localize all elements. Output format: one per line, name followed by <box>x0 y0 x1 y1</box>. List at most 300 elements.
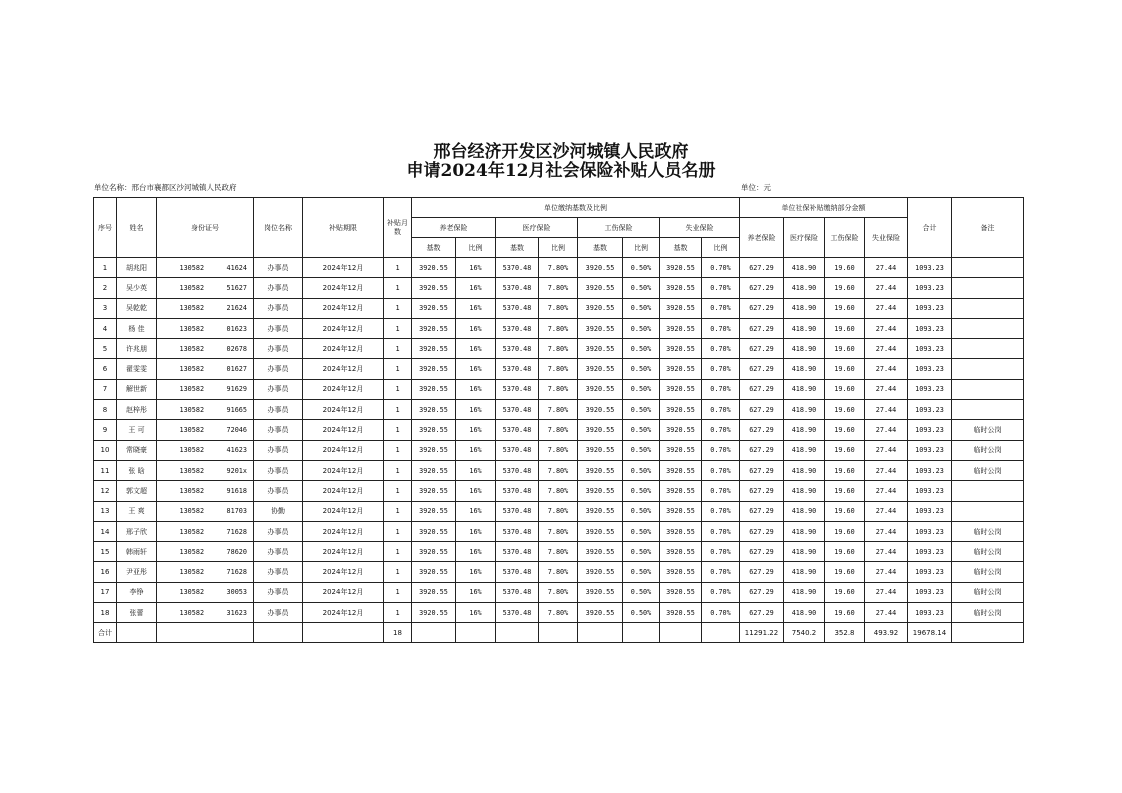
table-row <box>94 603 1024 623</box>
cell-pension-ratio: 16% <box>456 603 496 623</box>
cell-injury-base: 3920.55 <box>578 562 623 582</box>
cell-name: 解世新 <box>117 379 157 399</box>
table-row <box>94 420 1024 440</box>
cell-remark: 临时公岗 <box>952 460 1024 480</box>
cell-subsidy-medical: 418.90 <box>784 501 825 521</box>
cell-period: 2024年12月 <box>303 318 384 338</box>
cell-subsidy-unemployment: 27.44 <box>865 278 908 298</box>
cell-subsidy-pension: 627.29 <box>740 318 784 338</box>
totals-blank-id <box>157 623 254 643</box>
cell-name: 吴少英 <box>117 278 157 298</box>
cell-seq: 1 <box>94 258 117 278</box>
cell-months: 1 <box>384 420 412 440</box>
table-row <box>94 460 1024 480</box>
cell-name: 张 晗 <box>117 460 157 480</box>
table-row <box>94 501 1024 521</box>
cell-subsidy-pension: 627.29 <box>740 562 784 582</box>
cell-injury-ratio: 0.50% <box>623 460 660 480</box>
totals-subsidy-unemployment: 493.92 <box>865 623 908 643</box>
table-row <box>94 562 1024 582</box>
cell-period: 2024年12月 <box>303 258 384 278</box>
header-injury-base: 基数 <box>578 238 623 258</box>
id-suffix: 91629 <box>226 385 247 394</box>
cell-medical-base: 5370.48 <box>496 501 539 521</box>
cell-injury-ratio: 0.50% <box>623 501 660 521</box>
cell-unemployment-base: 3920.55 <box>660 339 702 359</box>
cell-subsidy-unemployment: 27.44 <box>865 400 908 420</box>
header-period: 补贴期限 <box>303 198 384 258</box>
cell-pension-base: 3920.55 <box>412 278 456 298</box>
cell-injury-ratio: 0.50% <box>623 278 660 298</box>
cell-id-no <box>157 440 254 460</box>
cell-subsidy-pension: 627.29 <box>740 501 784 521</box>
document-subtitle: 申请2024年12月社会保险补贴人员名册 <box>406 161 716 181</box>
cell-subsidy-injury: 19.60 <box>825 481 865 501</box>
totals-blank-period <box>303 623 384 643</box>
totals-blank-p-ratio <box>456 623 496 643</box>
cell-unemployment-ratio: 0.70% <box>702 460 740 480</box>
table-row <box>94 400 1024 420</box>
cell-medical-ratio: 7.80% <box>539 298 578 318</box>
cell-unemployment-base: 3920.55 <box>660 420 702 440</box>
cell-months: 1 <box>384 582 412 602</box>
cell-remark <box>952 481 1024 501</box>
cell-subsidy-unemployment: 27.44 <box>865 562 908 582</box>
cell-unemployment-ratio: 0.70% <box>702 278 740 298</box>
cell-medical-base: 5370.48 <box>496 562 539 582</box>
cell-months: 1 <box>384 460 412 480</box>
cell-subsidy-pension: 627.29 <box>740 440 784 460</box>
cell-period: 2024年12月 <box>303 582 384 602</box>
id-suffix: 41623 <box>226 446 247 455</box>
cell-id-no <box>157 562 254 582</box>
cell-subsidy-injury: 19.60 <box>825 460 865 480</box>
cell-months: 1 <box>384 339 412 359</box>
totals-blank-name <box>117 623 157 643</box>
cell-months: 1 <box>384 603 412 623</box>
cell-unemployment-ratio: 0.70% <box>702 582 740 602</box>
cell-total: 1093.23 <box>908 460 952 480</box>
cell-pension-ratio: 16% <box>456 582 496 602</box>
table-row <box>94 481 1024 501</box>
cell-subsidy-injury: 19.60 <box>825 542 865 562</box>
cell-unemployment-ratio: 0.70% <box>702 359 740 379</box>
cell-subsidy-pension: 627.29 <box>740 481 784 501</box>
cell-period: 2024年12月 <box>303 542 384 562</box>
totals-grand-total: 19678.14 <box>908 623 952 643</box>
cell-injury-base: 3920.55 <box>578 278 623 298</box>
cell-period: 2024年12月 <box>303 481 384 501</box>
cell-position: 协勤 <box>254 501 303 521</box>
cell-medical-base: 5370.48 <box>496 298 539 318</box>
table-row <box>94 542 1024 562</box>
cell-unemployment-base: 3920.55 <box>660 521 702 541</box>
cell-subsidy-pension: 627.29 <box>740 542 784 562</box>
totals-blank-m-base <box>496 623 539 643</box>
cell-months: 1 <box>384 481 412 501</box>
cell-subsidy-pension: 627.29 <box>740 278 784 298</box>
cell-subsidy-medical: 418.90 <box>784 562 825 582</box>
cell-subsidy-injury: 19.60 <box>825 318 865 338</box>
cell-total: 1093.23 <box>908 339 952 359</box>
cell-period: 2024年12月 <box>303 359 384 379</box>
id-suffix: 21624 <box>226 304 247 313</box>
cell-pension-base: 3920.55 <box>412 258 456 278</box>
cell-position: 办事员 <box>254 440 303 460</box>
cell-subsidy-injury: 19.60 <box>825 501 865 521</box>
cell-subsidy-unemployment: 27.44 <box>865 501 908 521</box>
cell-injury-base: 3920.55 <box>578 521 623 541</box>
cell-subsidy-medical: 418.90 <box>784 460 825 480</box>
cell-subsidy-pension: 627.29 <box>740 582 784 602</box>
cell-medical-ratio: 7.80% <box>539 318 578 338</box>
cell-id-no <box>157 603 254 623</box>
cell-id-no <box>157 278 254 298</box>
id-prefix: 130582 <box>179 486 205 495</box>
cell-total: 1093.23 <box>908 278 952 298</box>
cell-injury-ratio: 0.50% <box>623 582 660 602</box>
cell-subsidy-unemployment: 27.44 <box>865 359 908 379</box>
cell-subsidy-pension: 627.29 <box>740 460 784 480</box>
cell-unemployment-ratio: 0.70% <box>702 501 740 521</box>
cell-injury-ratio: 0.50% <box>623 400 660 420</box>
table-row <box>94 339 1024 359</box>
cell-period: 2024年12月 <box>303 562 384 582</box>
cell-subsidy-unemployment: 27.44 <box>865 521 908 541</box>
cell-subsidy-medical: 418.90 <box>784 603 825 623</box>
totals-blank-p-base <box>412 623 456 643</box>
cell-months: 1 <box>384 562 412 582</box>
cell-pension-ratio: 16% <box>456 501 496 521</box>
cell-seq: 7 <box>94 379 117 399</box>
cell-name: 杨 佳 <box>117 318 157 338</box>
id-suffix: 30053 <box>226 588 247 597</box>
header-medical-base: 基数 <box>496 238 539 258</box>
cell-injury-ratio: 0.50% <box>623 379 660 399</box>
cell-name: 常晓豪 <box>117 440 157 460</box>
cell-unemployment-base: 3920.55 <box>660 603 702 623</box>
cell-subsidy-medical: 418.90 <box>784 481 825 501</box>
cell-position: 办事员 <box>254 298 303 318</box>
id-suffix: 02678 <box>226 344 247 353</box>
cell-position: 办事员 <box>254 521 303 541</box>
cell-injury-base: 3920.55 <box>578 481 623 501</box>
cell-subsidy-medical: 418.90 <box>784 379 825 399</box>
cell-seq: 16 <box>94 562 117 582</box>
table-row <box>94 359 1024 379</box>
id-suffix: 78620 <box>226 547 247 556</box>
cell-medical-base: 5370.48 <box>496 359 539 379</box>
cell-months: 1 <box>384 542 412 562</box>
cell-medical-ratio: 7.80% <box>539 379 578 399</box>
cell-total: 1093.23 <box>908 521 952 541</box>
header-medical: 医疗保险 <box>496 218 578 238</box>
cell-pension-ratio: 16% <box>456 278 496 298</box>
cell-months: 1 <box>384 318 412 338</box>
totals-subsidy-injury: 352.8 <box>825 623 865 643</box>
cell-unemployment-ratio: 0.70% <box>702 542 740 562</box>
cell-medical-base: 5370.48 <box>496 582 539 602</box>
cell-remark <box>952 318 1024 338</box>
cell-position: 办事员 <box>254 339 303 359</box>
cell-id-no <box>157 582 254 602</box>
cell-medical-base: 5370.48 <box>496 278 539 298</box>
id-prefix: 130582 <box>179 365 205 374</box>
table-row <box>94 258 1024 278</box>
cell-injury-ratio: 0.50% <box>623 603 660 623</box>
id-suffix: 9201x <box>226 466 247 475</box>
cell-total: 1093.23 <box>908 501 952 521</box>
cell-unemployment-ratio: 0.70% <box>702 298 740 318</box>
cell-total: 1093.23 <box>908 440 952 460</box>
id-suffix: 01627 <box>226 365 247 374</box>
header-pension-ratio: 比例 <box>456 238 496 258</box>
cell-months: 1 <box>384 278 412 298</box>
cell-remark: 临时公岗 <box>952 582 1024 602</box>
roster-table <box>93 197 1024 643</box>
cell-pension-base: 3920.55 <box>412 440 456 460</box>
cell-subsidy-unemployment: 27.44 <box>865 298 908 318</box>
cell-period: 2024年12月 <box>303 501 384 521</box>
cell-injury-ratio: 0.50% <box>623 542 660 562</box>
table-body <box>94 258 1024 623</box>
cell-subsidy-pension: 627.29 <box>740 603 784 623</box>
cell-remark <box>952 298 1024 318</box>
cell-subsidy-injury: 19.60 <box>825 603 865 623</box>
cell-remark: 临时公岗 <box>952 603 1024 623</box>
cell-position: 办事员 <box>254 420 303 440</box>
cell-period: 2024年12月 <box>303 521 384 541</box>
cell-subsidy-medical: 418.90 <box>784 359 825 379</box>
id-prefix: 130582 <box>179 568 205 577</box>
cell-subsidy-injury: 19.60 <box>825 440 865 460</box>
cell-subsidy-pension: 627.29 <box>740 420 784 440</box>
cell-unemployment-ratio: 0.70% <box>702 258 740 278</box>
cell-seq: 3 <box>94 298 117 318</box>
cell-position: 办事员 <box>254 258 303 278</box>
cell-unemployment-ratio: 0.70% <box>702 603 740 623</box>
cell-unemployment-base: 3920.55 <box>660 460 702 480</box>
cell-pension-ratio: 16% <box>456 420 496 440</box>
cell-name: 王 可 <box>117 420 157 440</box>
cell-id-no <box>157 400 254 420</box>
cell-name: 翟雯雯 <box>117 359 157 379</box>
cell-pension-ratio: 16% <box>456 339 496 359</box>
totals-blank-remark <box>952 623 1024 643</box>
unit-currency: 单位：元 <box>741 183 771 192</box>
cell-seq: 15 <box>94 542 117 562</box>
totals-subsidy-medical: 7540.2 <box>784 623 825 643</box>
cell-seq: 6 <box>94 359 117 379</box>
cell-months: 1 <box>384 400 412 420</box>
cell-pension-base: 3920.55 <box>412 542 456 562</box>
cell-subsidy-injury: 19.60 <box>825 420 865 440</box>
cell-subsidy-medical: 418.90 <box>784 298 825 318</box>
cell-medical-base: 5370.48 <box>496 440 539 460</box>
cell-medical-base: 5370.48 <box>496 258 539 278</box>
cell-medical-base: 5370.48 <box>496 460 539 480</box>
cell-id-no <box>157 318 254 338</box>
cell-pension-ratio: 16% <box>456 298 496 318</box>
cell-position: 办事员 <box>254 359 303 379</box>
totals-blank-position <box>254 623 303 643</box>
cell-subsidy-unemployment: 27.44 <box>865 460 908 480</box>
header-unemployment-base: 基数 <box>660 238 702 258</box>
cell-subsidy-injury: 19.60 <box>825 379 865 399</box>
cell-subsidy-unemployment: 27.44 <box>865 440 908 460</box>
cell-name: 吴乾乾 <box>117 298 157 318</box>
cell-medical-ratio: 7.80% <box>539 521 578 541</box>
header-position: 岗位名称 <box>254 198 303 258</box>
cell-id-no <box>157 481 254 501</box>
cell-pension-ratio: 16% <box>456 359 496 379</box>
cell-seq: 17 <box>94 582 117 602</box>
cell-months: 1 <box>384 379 412 399</box>
cell-injury-base: 3920.55 <box>578 400 623 420</box>
cell-id-no <box>157 379 254 399</box>
cell-injury-ratio: 0.50% <box>623 258 660 278</box>
cell-medical-base: 5370.48 <box>496 603 539 623</box>
cell-total: 1093.23 <box>908 481 952 501</box>
cell-unemployment-ratio: 0.70% <box>702 562 740 582</box>
cell-months: 1 <box>384 258 412 278</box>
header-subsidy-pension: 养老保险 <box>740 218 784 258</box>
totals-blank-i-ratio <box>623 623 660 643</box>
cell-subsidy-injury: 19.60 <box>825 562 865 582</box>
cell-remark: 临时公岗 <box>952 420 1024 440</box>
cell-unemployment-base: 3920.55 <box>660 501 702 521</box>
cell-remark <box>952 359 1024 379</box>
cell-medical-ratio: 7.80% <box>539 400 578 420</box>
id-suffix: 01623 <box>226 324 247 333</box>
cell-total: 1093.23 <box>908 420 952 440</box>
cell-medical-ratio: 7.80% <box>539 460 578 480</box>
cell-injury-base: 3920.55 <box>578 460 623 480</box>
cell-seq: 9 <box>94 420 117 440</box>
cell-remark: 临时公岗 <box>952 440 1024 460</box>
cell-subsidy-injury: 19.60 <box>825 521 865 541</box>
cell-seq: 2 <box>94 278 117 298</box>
cell-position: 办事员 <box>254 481 303 501</box>
table-row <box>94 379 1024 399</box>
table-row <box>94 582 1024 602</box>
cell-unemployment-base: 3920.55 <box>660 318 702 338</box>
cell-position: 办事员 <box>254 400 303 420</box>
cell-injury-base: 3920.55 <box>578 359 623 379</box>
cell-period: 2024年12月 <box>303 339 384 359</box>
cell-position: 办事员 <box>254 460 303 480</box>
header-group-subsidy: 单位社保补贴缴纳部分金额 <box>740 198 908 218</box>
cell-id-no <box>157 258 254 278</box>
id-prefix: 130582 <box>179 324 205 333</box>
cell-remark: 临时公岗 <box>952 562 1024 582</box>
cell-unemployment-ratio: 0.70% <box>702 400 740 420</box>
cell-id-no <box>157 521 254 541</box>
cell-name: 李铮 <box>117 582 157 602</box>
id-prefix: 130582 <box>179 344 205 353</box>
cell-injury-base: 3920.55 <box>578 582 623 602</box>
cell-medical-ratio: 7.80% <box>539 603 578 623</box>
cell-remark <box>952 379 1024 399</box>
cell-subsidy-injury: 19.60 <box>825 278 865 298</box>
cell-medical-base: 5370.48 <box>496 521 539 541</box>
cell-subsidy-injury: 19.60 <box>825 258 865 278</box>
id-suffix: 81703 <box>226 507 247 516</box>
header-id-no: 身份证号 <box>157 198 254 258</box>
cell-seq: 5 <box>94 339 117 359</box>
header-injury-ratio: 比例 <box>623 238 660 258</box>
cell-total: 1093.23 <box>908 379 952 399</box>
id-suffix: 72046 <box>226 426 247 435</box>
cell-total: 1093.23 <box>908 318 952 338</box>
cell-pension-ratio: 16% <box>456 440 496 460</box>
cell-medical-ratio: 7.80% <box>539 339 578 359</box>
header-months: 补贴月数 <box>384 198 412 258</box>
cell-subsidy-medical: 418.90 <box>784 339 825 359</box>
cell-injury-ratio: 0.50% <box>623 481 660 501</box>
table-footer <box>94 623 1024 643</box>
table-row <box>94 278 1024 298</box>
cell-months: 1 <box>384 359 412 379</box>
cell-subsidy-pension: 627.29 <box>740 339 784 359</box>
cell-subsidy-medical: 418.90 <box>784 400 825 420</box>
cell-injury-base: 3920.55 <box>578 440 623 460</box>
header-subsidy-injury: 工伤保险 <box>825 218 865 258</box>
id-prefix: 130582 <box>179 507 205 516</box>
cell-pension-ratio: 16% <box>456 379 496 399</box>
cell-period: 2024年12月 <box>303 460 384 480</box>
cell-pension-ratio: 16% <box>456 562 496 582</box>
cell-unemployment-base: 3920.55 <box>660 379 702 399</box>
cell-pension-base: 3920.55 <box>412 298 456 318</box>
cell-unemployment-ratio: 0.70% <box>702 339 740 359</box>
header-group-base: 单位缴纳基数及比例 <box>412 198 740 218</box>
cell-total: 1093.23 <box>908 542 952 562</box>
cell-subsidy-injury: 19.60 <box>825 298 865 318</box>
cell-pension-base: 3920.55 <box>412 481 456 501</box>
cell-subsidy-unemployment: 27.44 <box>865 258 908 278</box>
cell-seq: 13 <box>94 501 117 521</box>
cell-subsidy-medical: 418.90 <box>784 258 825 278</box>
cell-unemployment-base: 3920.55 <box>660 481 702 501</box>
cell-subsidy-pension: 627.29 <box>740 258 784 278</box>
cell-pension-base: 3920.55 <box>412 603 456 623</box>
cell-pension-ratio: 16% <box>456 542 496 562</box>
cell-name: 胡兆阳 <box>117 258 157 278</box>
header-unemployment: 失业保险 <box>660 218 740 238</box>
cell-subsidy-unemployment: 27.44 <box>865 582 908 602</box>
unit-name: 单位名称：邢台市襄都区沙河城镇人民政府 <box>94 183 237 192</box>
header-remark: 备注 <box>952 198 1024 258</box>
id-suffix: 41624 <box>226 263 247 272</box>
cell-subsidy-unemployment: 27.44 <box>865 481 908 501</box>
cell-medical-base: 5370.48 <box>496 379 539 399</box>
cell-pension-base: 3920.55 <box>412 420 456 440</box>
id-prefix: 130582 <box>179 547 205 556</box>
header-subsidy-medical: 医疗保险 <box>784 218 825 258</box>
cell-subsidy-medical: 418.90 <box>784 440 825 460</box>
cell-subsidy-pension: 627.29 <box>740 400 784 420</box>
cell-period: 2024年12月 <box>303 379 384 399</box>
cell-injury-base: 3920.55 <box>578 298 623 318</box>
cell-pension-base: 3920.55 <box>412 582 456 602</box>
table-row <box>94 298 1024 318</box>
cell-pension-base: 3920.55 <box>412 359 456 379</box>
cell-subsidy-unemployment: 27.44 <box>865 542 908 562</box>
cell-unemployment-ratio: 0.70% <box>702 318 740 338</box>
cell-name: 赵梓彤 <box>117 400 157 420</box>
cell-period: 2024年12月 <box>303 603 384 623</box>
